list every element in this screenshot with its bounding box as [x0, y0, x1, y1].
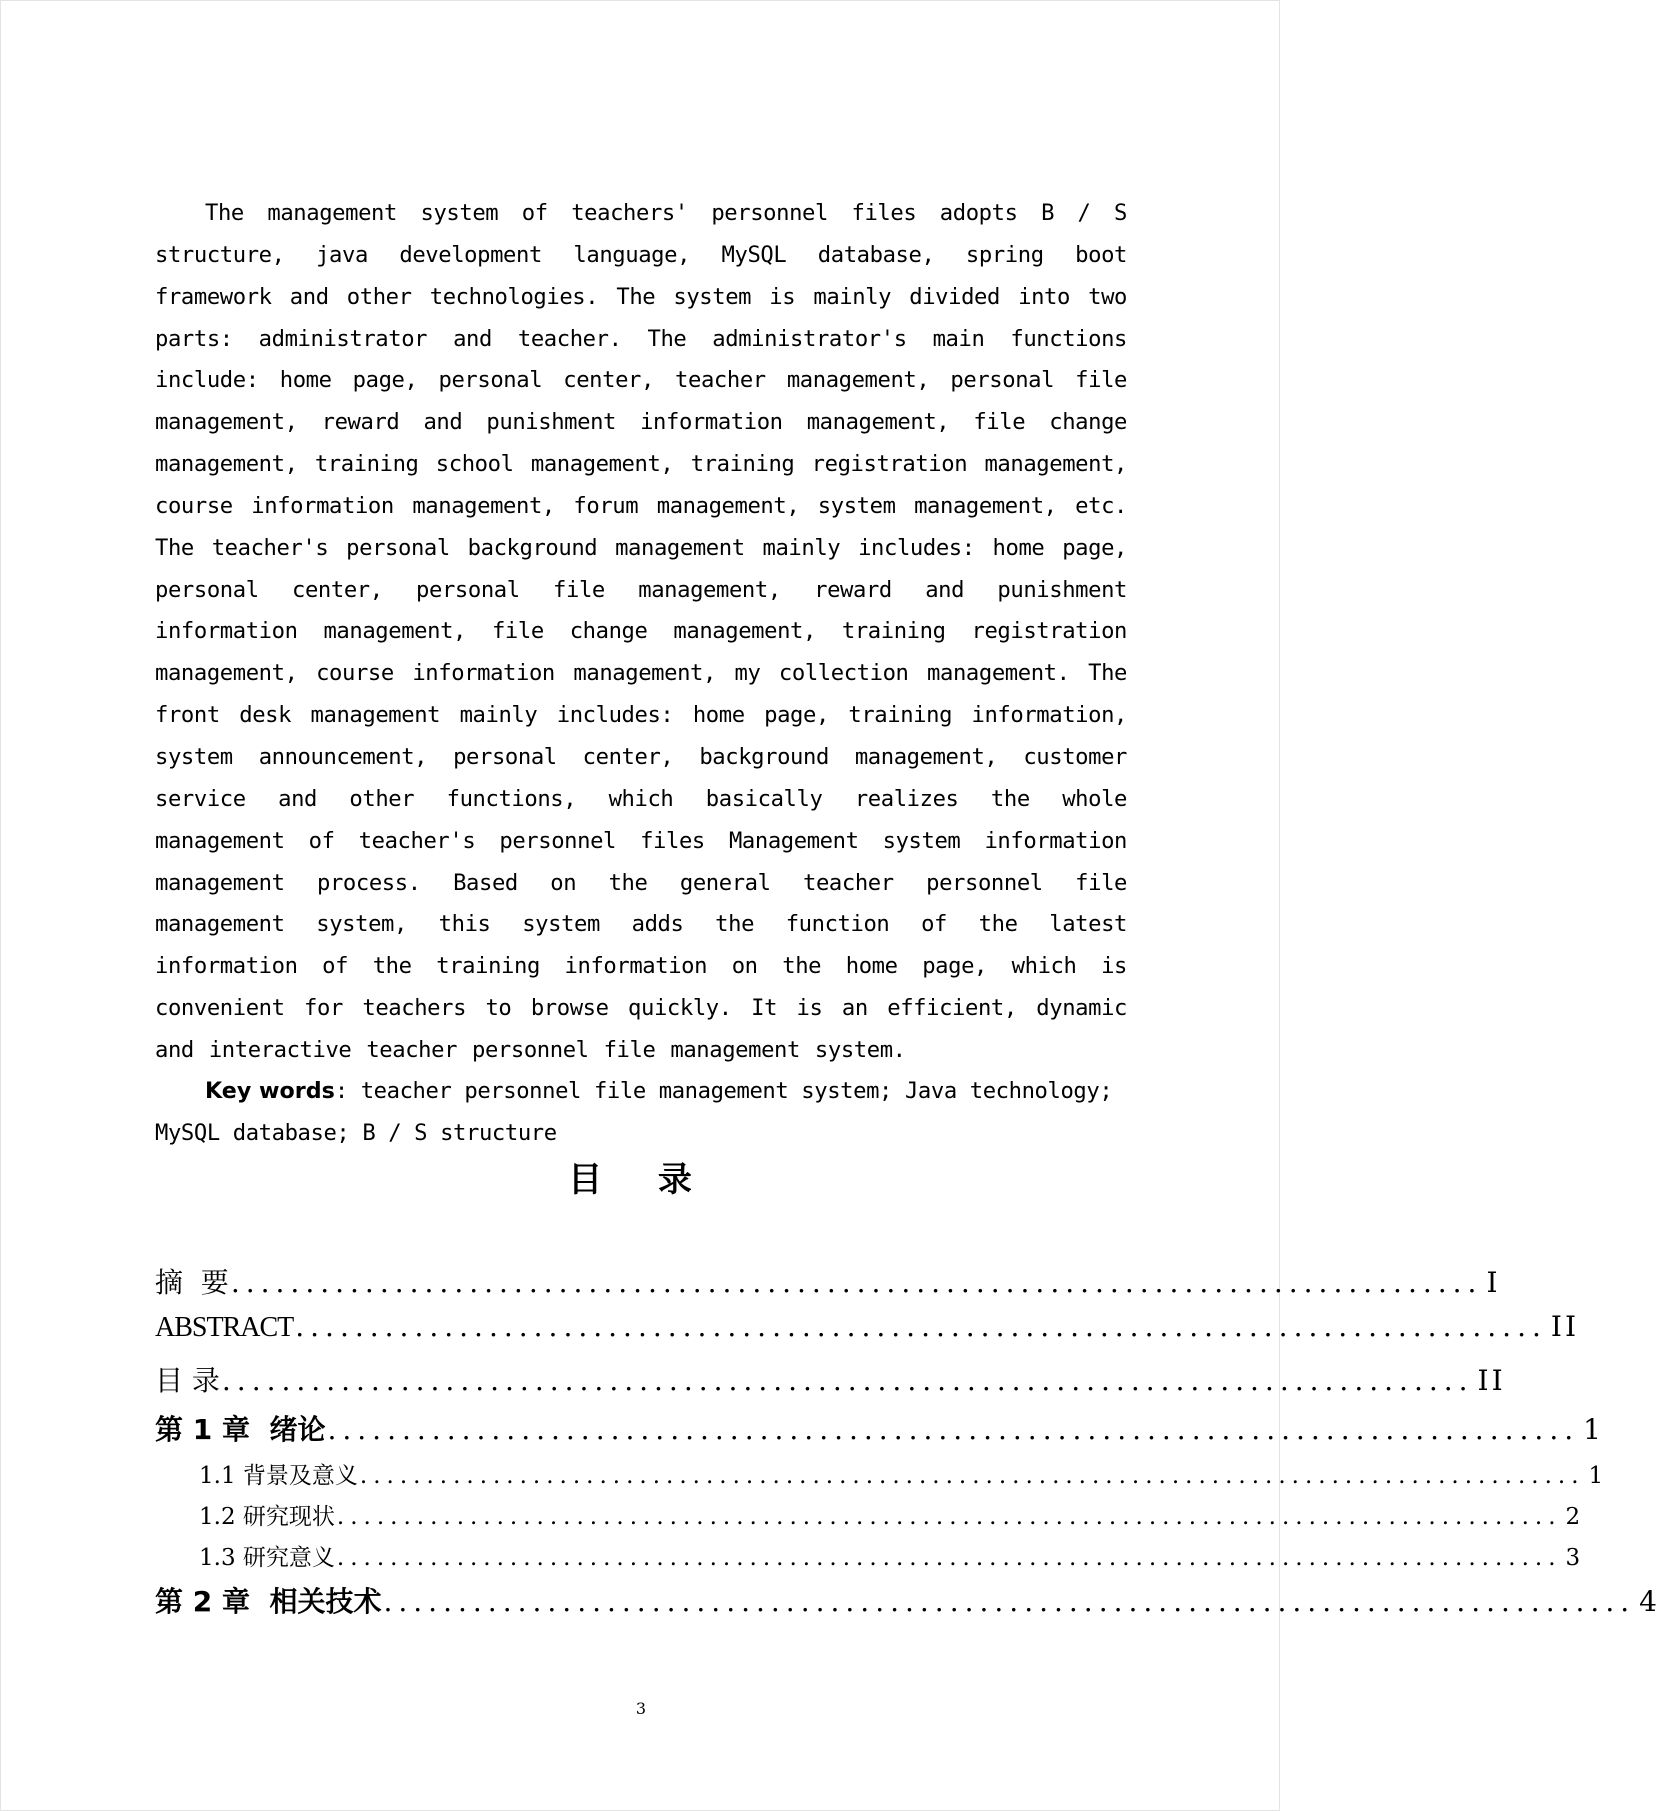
toc-leader-dots: ....................................................................................: [230, 1266, 1483, 1299]
toc-entry-label: 目 录: [155, 1359, 222, 1399]
toc-leader-dots: ....................................................................................: [221, 1364, 1474, 1397]
toc-title: 目 录: [568, 1160, 714, 1200]
toc-entry-label: ABSTRACT: [155, 1312, 294, 1343]
toc-entry-page: 3: [1565, 1545, 1584, 1571]
toc-entry-abstract-en[interactable]: [155, 1310, 1580, 1359]
toc-entry-contents[interactable]: [155, 1359, 1506, 1408]
toc-entry-section-1-1[interactable]: [155, 1457, 1607, 1498]
toc-leader-dots: ....................................................................................: [295, 1310, 1547, 1343]
toc-leader-dots: ....................................................................................: [327, 1413, 1580, 1446]
toc-leader-dots: ............................................................................................: [336, 1504, 1562, 1530]
toc-entry-abstract-cn[interactable]: [155, 1261, 1501, 1310]
toc-entry-label: 第 2 章 相关技术: [155, 1580, 383, 1620]
toc-entry-page: II: [1550, 1310, 1580, 1343]
toc-entry-label: 摘 要: [155, 1261, 231, 1301]
toc-entry-page: 1: [1583, 1413, 1604, 1446]
toc-entry-page: I: [1486, 1266, 1501, 1299]
toc-entry-page: 4: [1639, 1585, 1660, 1618]
toc-entry-page: 2: [1565, 1504, 1584, 1530]
toc-entry-section-1-2[interactable]: [155, 1498, 1584, 1539]
toc-entry-label: 第 1 章 绪论: [155, 1408, 327, 1448]
toc-entry-section-1-3[interactable]: [155, 1539, 1584, 1580]
toc-leader-dots: ............................................................................................: [336, 1545, 1562, 1571]
toc-entry-label: 1.1 背景及意义: [199, 1457, 360, 1490]
keywords-text: : teacher personnel file management system; Java technology; MySQL database; B / S structure: [155, 1078, 1113, 1146]
abstract-paragraph: The management system of teachers' personnel files adopts B / S structure, java development language, MySQL database, spring boot framework and other technologies. The system is mainly divided into two parts: administrator and teacher. The administrator's main functions include: home page, personal center, teacher management, personal file management, reward and punishment information management, file change management, training school management, training registration management, course information management, forum management, system management, etc. The teacher's personal background management mainly includes: home page, personal center, personal file management, reward and punishment information management, file change management, training registration management, course information management, my collection management. The front desk management mainly includes: home page, training information, system announcement, personal center, background management, customer service and other functions, which basically realizes the whole management of teacher's personnel files Management system information management process. Based on the general teacher personnel file management system, this system adds the function of the latest information of the training information on the home page, which is convenient for teachers to browse quickly. It is an efficient, dynamic and interactive teacher personnel file management system.: [155, 200, 1127, 1063]
toc-entry-page: 1: [1588, 1463, 1607, 1489]
toc-leader-dots: ............................................................................................: [359, 1463, 1585, 1489]
toc-entry-chapter-2[interactable]: [155, 1580, 1660, 1629]
toc-leader-dots: ....................................................................................: [383, 1585, 1636, 1618]
toc-entry-label: 1.2 研究现状: [199, 1498, 337, 1531]
toc-entry-label: 1.3 研究意义: [199, 1539, 337, 1572]
toc-entry-page: II: [1477, 1364, 1506, 1397]
page-number: 3: [635, 1699, 647, 1718]
keywords-paragraph: [155, 1071, 1127, 1155]
keywords-label: Key words: [205, 1078, 335, 1104]
table-of-contents: [155, 1261, 1660, 1629]
toc-entry-chapter-1[interactable]: [155, 1408, 1604, 1457]
